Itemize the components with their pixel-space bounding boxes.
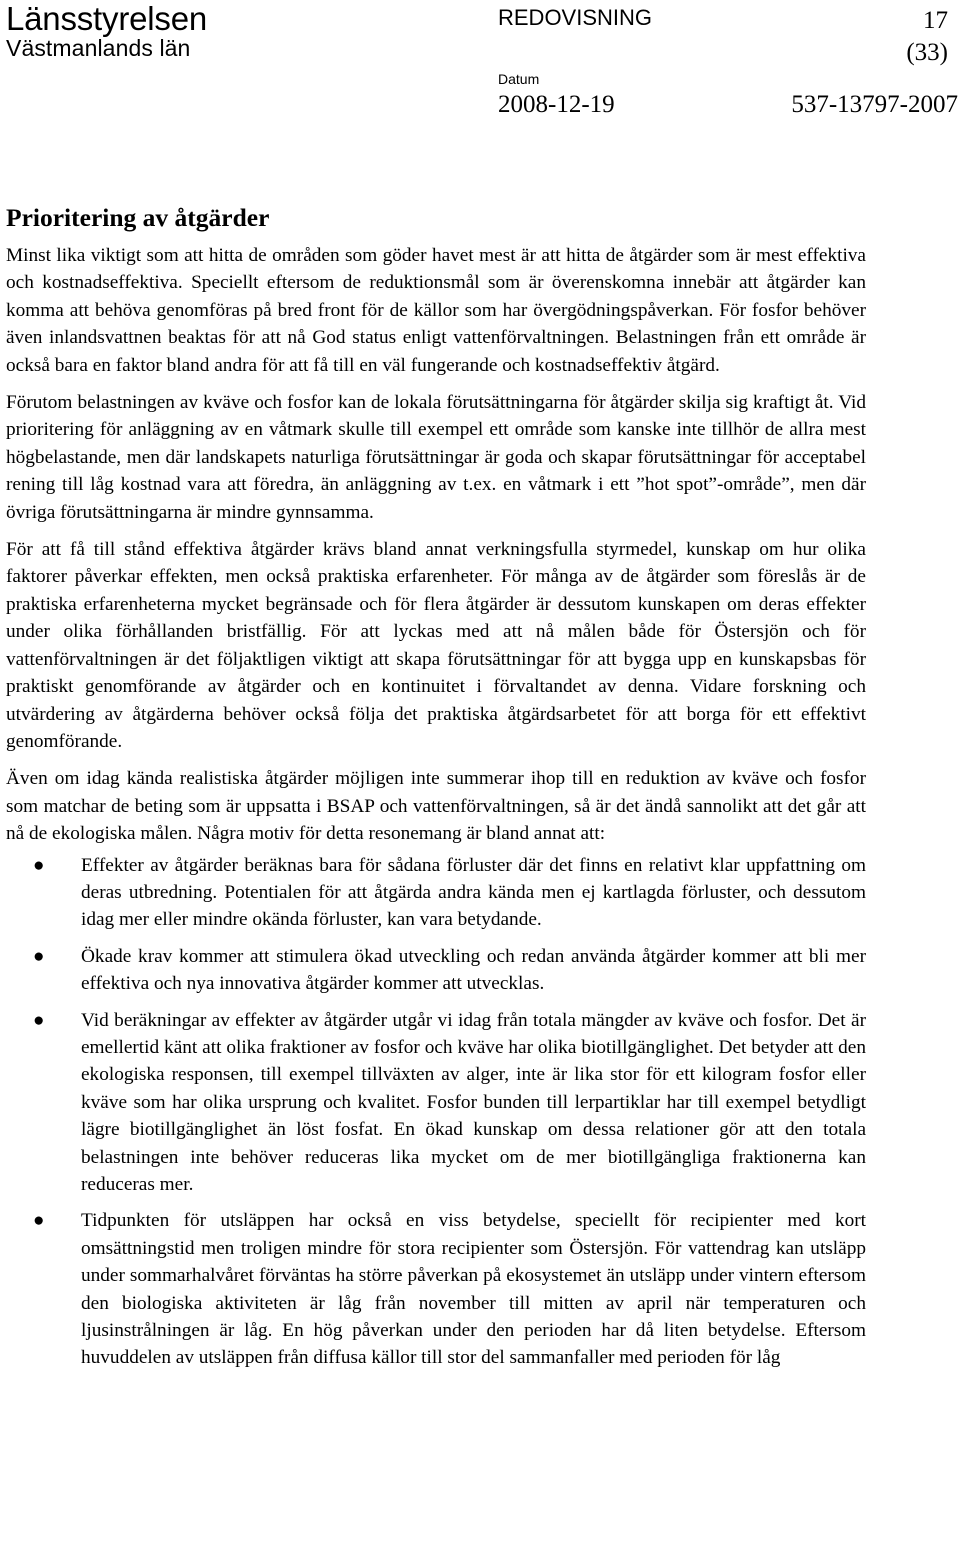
- list-item: [6, 852, 866, 934]
- section-heading: Prioritering av åtgärder: [6, 203, 270, 232]
- paragraph: För att få till stånd effektiva åtgärder krävs bland annat verkningsfulla styrmedel, kunskap om hur olika faktorer påverkar effekten, men också praktiska erfarenheter. För många av de åtgärder som föreslås är de praktiska erfarenheterna mycket begränsade och för flera åtgärder är dessutom kunskapen om deras effekter under olika förhållanden bristfällig. För att lyckas med att nå målen både för Östersjön och för vattenförvaltningen är det följaktligen viktigt att skapa förutsättningar för att bygga upp en kunskapsbas för praktiskt genomförande av åtgärder och en kontinuitet i förvaltandet av denna. Vidare forskning och utvärdering av åtgärderna behöver också följa det praktiska åtgärdsarbetet för att borga för ett effektivt genomförande.: [6, 539, 866, 752]
- list-item: [6, 1207, 866, 1371]
- org-name: Länsstyrelsen: [6, 0, 208, 37]
- document-type: REDOVISNING: [498, 5, 653, 30]
- document-date: 2008-12-19: [498, 91, 615, 118]
- page-header: [0, 0, 960, 130]
- bullet-list: [6, 852, 866, 1372]
- paragraph: Minst lika viktigt som att hitta de områden som göder havet mest är att hitta de åtgärder som är mest effektiva och kostnadseffektiva. Speciellt eftersom de reduktionsmål som är överenskomna innebär att åtgärder kan komma att behöva genomföras på bred front för de källor som har övergödningspåverkan. För fosfor behöver även inlandsvattnen beaktas för att nå God status enligt vattenförvaltningen. Belastningen från ett område är också bara en faktor bland andra för att få till en väl fungerande och kostnadseffektiv åtgärd.: [6, 245, 866, 376]
- document-body: [6, 202, 866, 1381]
- list-item: [6, 943, 866, 998]
- page-indicator: [906, 5, 948, 69]
- paragraph: Även om idag kända realistiska åtgärder möjligen inte summerar ihop till en reduktion av kväve och fosfor som matchar de beting som är uppsatta i BSAP och vattenförvaltningen, så är det ändå sannolikt att det går att nå de ekologiska målen. Några motiv för detta resonemang är bland annat att:: [6, 768, 866, 845]
- list-item-text: Tidpunkten för utsläppen har också en viss betydelse, speciellt för recipienter med kort omsättningstid men troligen mindre för stora recipienter som Östersjön. För vattendrag kan utsläpp under sommarhalvåret förväntas ha större påverkan på ekosystemet än utsläpp under vintern eftersom den biologiska aktiviteten är låg från november till mitten av april när temperaturen och ljusinstrålningen är låg. En hög påverkan under den perioden har då liten betydelse. Eftersom huvuddelen av utsläppen från diffusa källor till stor del sammanfaller med perioden för låg: [81, 1210, 866, 1369]
- bullet-icon: ●: [33, 854, 45, 876]
- bullet-icon: ●: [33, 1009, 45, 1031]
- page-total: (33): [906, 39, 948, 66]
- bullet-icon: ●: [33, 945, 45, 967]
- paragraph: Förutom belastningen av kväve och fosfor kan de lokala förutsättningarna för åtgärder skilja sig kraftigt åt. Vid prioritering för anläggning av en våtmark skulle till exempel ett område som kanske inte tillhör de allra mest högbelastande, men där landskapets naturliga förutsättningar är goda och skapar förutsättningar för acceptabel rening till låg kostnad vara att föredra, än anläggning av t.ex. en våtmark i ett ”hot spot”-område”, men där övriga förutsättningarna är mindre gynnsamma.: [6, 392, 866, 523]
- list-item-text: Effekter av åtgärder beräknas bara för sådana förluster där det finns en relativt klar uppfattning om deras utbredning. Potentialen för att åtgärda andra kända men ej kartlagda förluster, och dessutom idag mer eller mindre okända förluster, kan vara betydande.: [81, 854, 866, 931]
- date-label: Datum: [498, 71, 540, 87]
- org-county: Västmanlands län: [6, 35, 191, 61]
- list-item-text: Ökade krav kommer att stimulera ökad utveckling och redan använda åtgärder kommer att bli mer effektiva och nya innovativa åtgärder kommer att utvecklas.: [81, 945, 866, 995]
- list-item-text: Vid beräkningar av effekter av åtgärder utgår vi idag från totala mängder av kväve och fosfor. Det är emellertid känt att olika fraktioner av fosfor och kväve har olika biotillgänglighet. Det betyder att den ekologiska responsen, till exempel tillväxten av alger, inte är lika stor för ett kilogram fosfor eller kväve som har olika ursprung och kvalitet. Fosfor bunden till lerpartiklar har till exempel betydligt lägre biotillgänglighet än löst fosfat. En ökad kunskap om dessa relationer gör att den totala belastningen inte behöver reduceras lika mycket om de mer biotillgängliga fraktionerna kan reduceras mer.: [81, 1009, 866, 1195]
- list-item: [6, 1007, 866, 1199]
- org-logo: [6, 2, 207, 60]
- reference-number: 537-13797-2007: [791, 91, 958, 118]
- page-number: 17: [923, 7, 948, 34]
- bullet-icon: ●: [33, 1210, 45, 1232]
